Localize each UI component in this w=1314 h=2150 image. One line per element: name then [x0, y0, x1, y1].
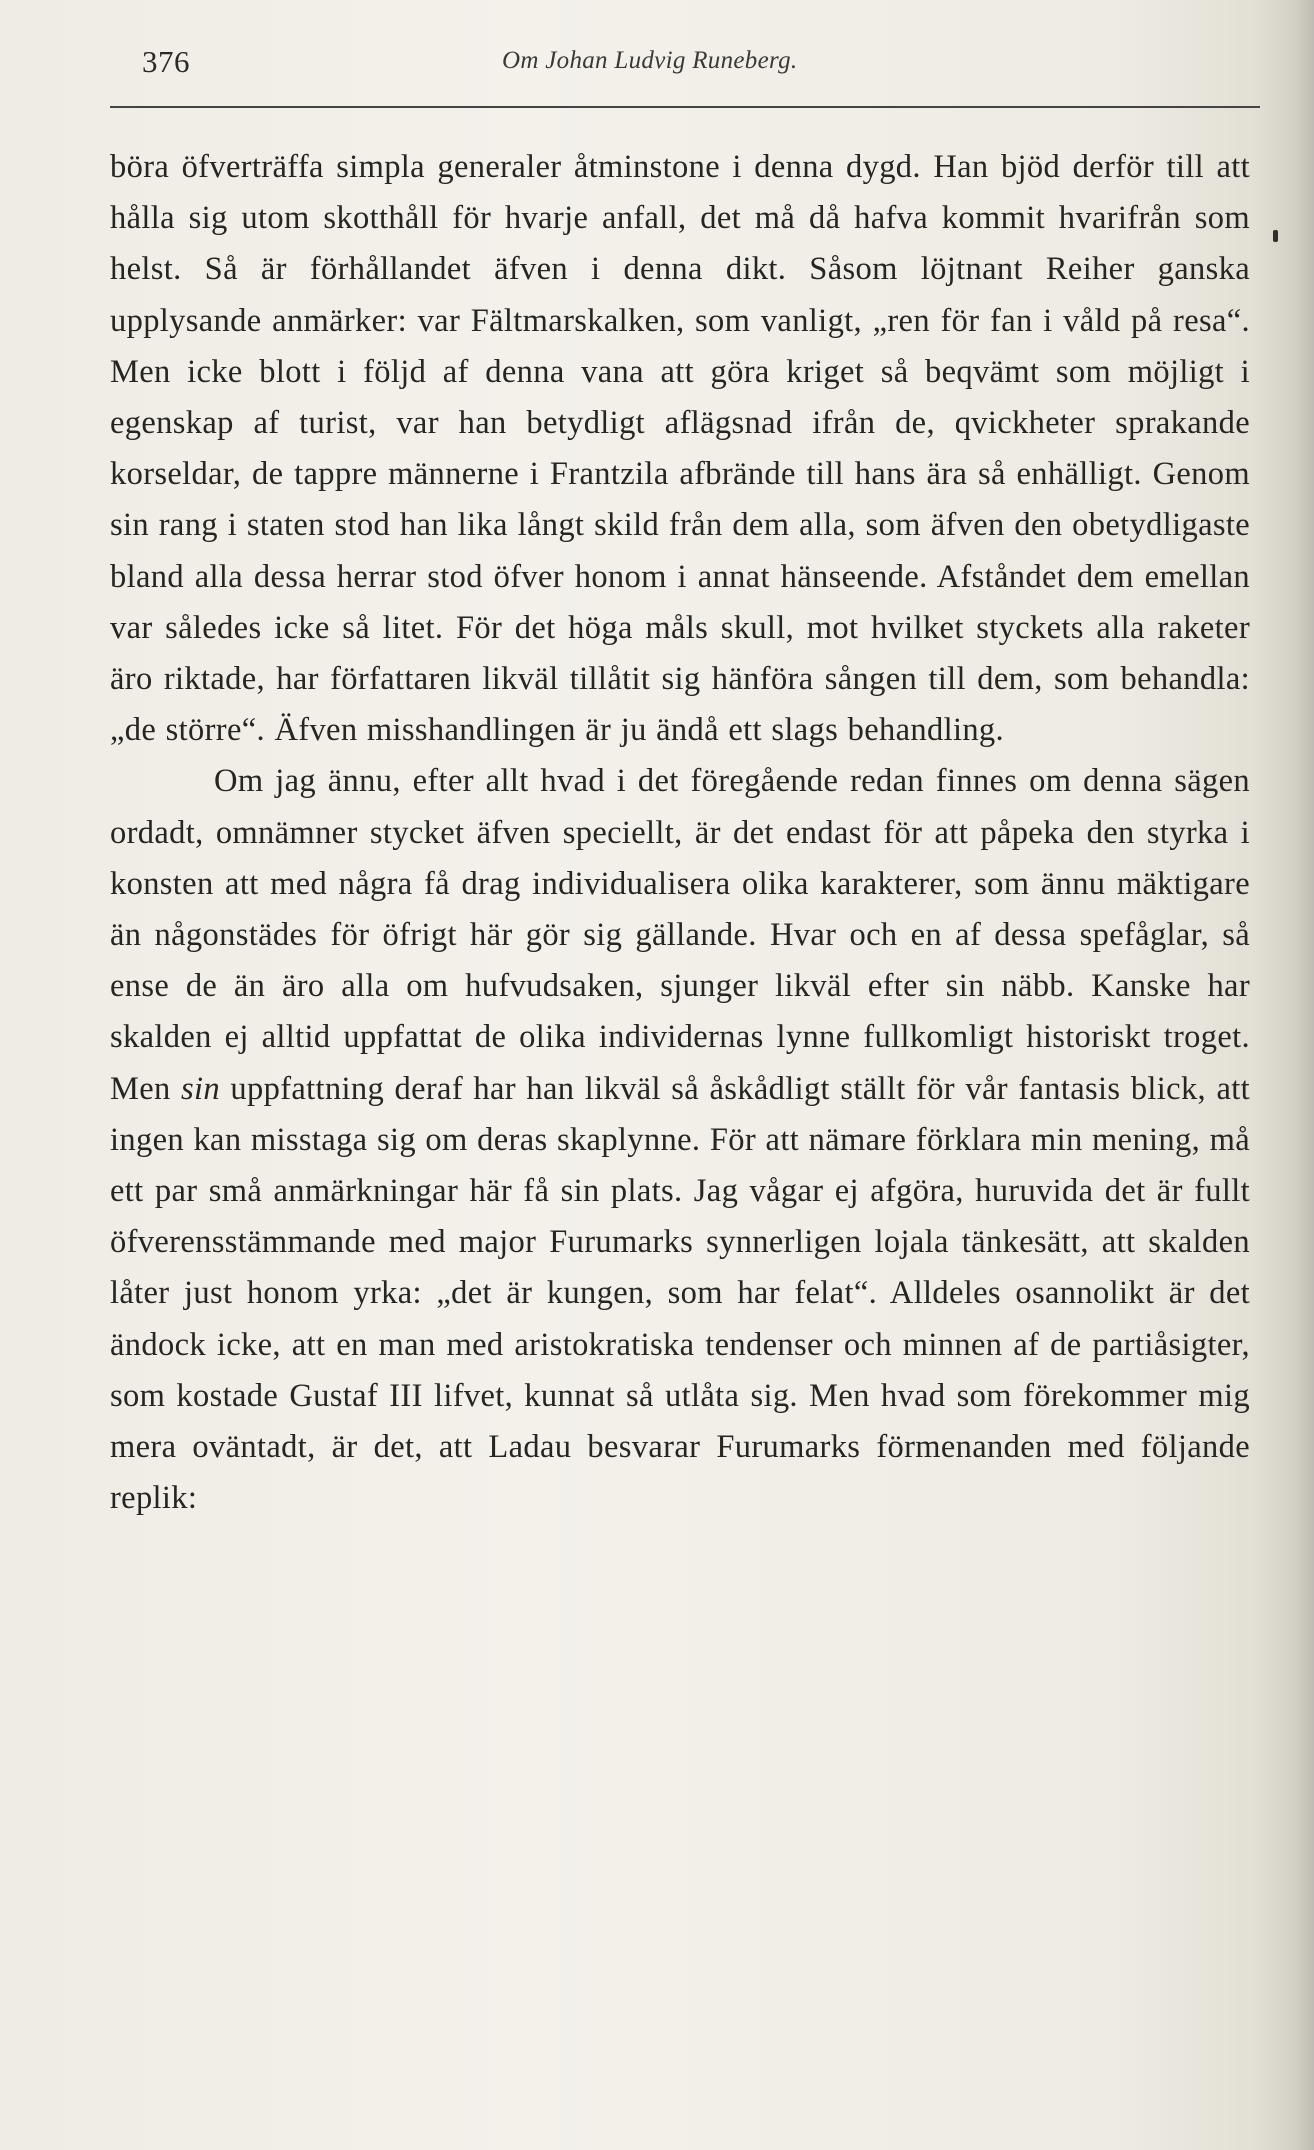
page-header [142, 44, 1257, 88]
paragraph-1-text: böra öfverträffa simpla generaler åtminstone i denna dygd. Han bjöd derför till att hålla sig utom skotthåll för hvarje anfall, det må då hafva kommit hvarifrån som helst. Så är förhållandet äfven i denna dikt. Såsom löjtnant Reiher ganska upplysande anmärker: var Fältmarskalken, som vanligt, „ren för fan i våld på resa“. Men icke blott i följd af denna vana att göra kriget så beqvämt som möjligt i egenskap af turist, var han betydligt aflägsnad ifrån de, qvickheter sprakande korseldar, de tappre männerne i Frantzila afbrände till hans ära så enhälligt. Genom sin rang i staten stod han lika långt skild från dem alla, som äfven den obetydligaste bland alla dessa herrar stod öfver honom i annat hänseende. Afståndet dem emellan var således icke så litet. För det höga måls skull, mot hvilket styckets alla raketer äro riktade, har författaren likväl tillåtit sig hänföra sången till dem, som behandla: „de större“. Äfven misshandlingen är ju ändå ett slags behandling. [110, 149, 1250, 749]
emphasized-word: sin [181, 1070, 221, 1107]
page-number: 376 [142, 44, 190, 79]
page-edge-shadow [1254, 0, 1314, 2150]
margin-ink-mark [1273, 230, 1278, 242]
paragraph-2 [110, 756, 1250, 1524]
paragraph-1 [110, 142, 1250, 756]
running-title: Om Johan Ludvig Runeberg. [502, 47, 798, 74]
paragraph-2-text-start: Om jag ännu, efter allt hvad i det föregående redan finnes om denna sägen ordadt, omnämner stycket äfven speciellt, är det endast för att påpeka den styrka i konsten att med några få drag individualisera olika karakterer, som ännu mäktigare än någonstädes för öfrigt här gör sig gällande. Hvar och en af dessa spefåglar, så ense de än äro alla om hufvudsaken, sjunger likväl efter sin näbb. Kanske har skalden ej alltid uppfattat de olika individernas lynne fullkomligt historiskt troget. Men [110, 763, 1250, 1107]
paragraph-2-text-end: uppfattning deraf har han likväl så åskådligt ställt för vår fantasis blick, att ingen kan misstaga sig om deras skaplynne. För att nämare förklara min mening, må ett par små anmärkningar här få sin plats. Jag vågar ej afgöra, huruvida det är fullt öfverensstämmande med major Furumarks synnerligen lojala tänkesätt, att skalden låter just honom yrka: „det är kungen, som har felat“. Alldeles osannolikt är det ändock icke, att en man med aristokratiska tendenser och minnen af de partiåsigter, som kostade Gustaf III lifvet, kunnat så utlåta sig. Men hvad som förekommer mig mera oväntadt, är det, att Ladau besvarar Furumarks förmenanden med följande replik: [110, 1070, 1250, 1517]
header-rule [110, 106, 1260, 108]
body-text [110, 142, 1250, 1524]
